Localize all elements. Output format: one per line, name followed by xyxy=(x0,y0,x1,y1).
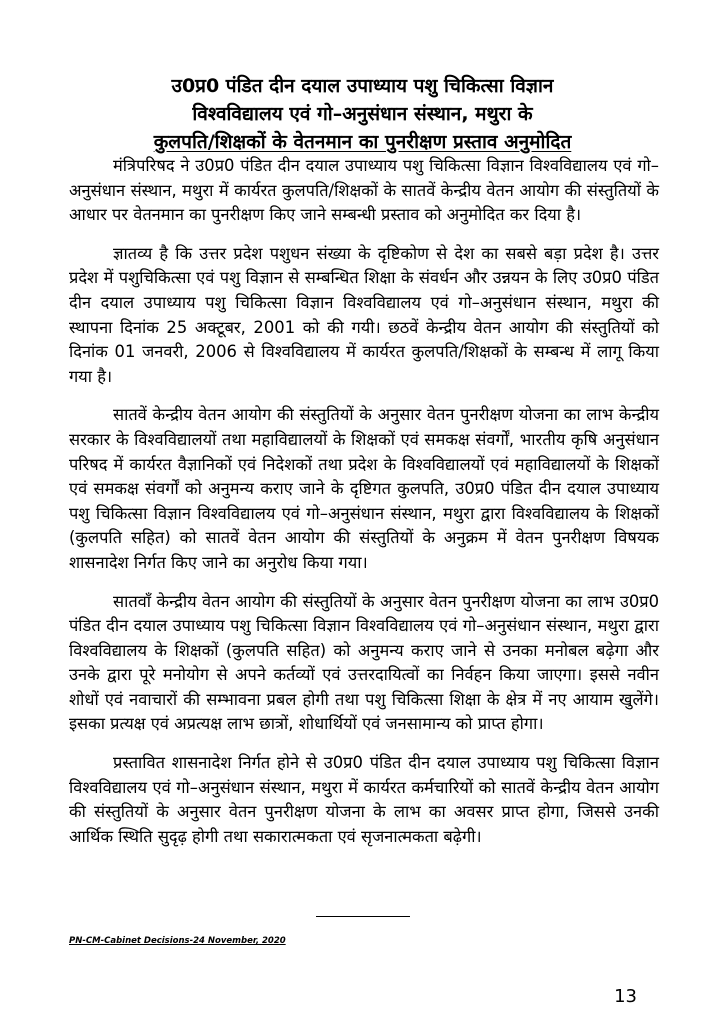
title-line-1: उ0प्र0 पंडित दीन दयाल उपाध्याय पशु चिकित्सा विज्ञान xyxy=(171,75,554,97)
title-line-2: विश्वविद्यालय एवं गो–अनुसंधान संस्थान, मथुरा के xyxy=(192,103,533,125)
paragraph-1: मंत्रिपरिषद ने उ0प्र0 पंडित दीन दयाल उपाध्याय पशु चिकित्सा विज्ञान विश्वविद्यालय एवं गो–अनुसंधान संस्थान, मथुरा में कार्यरत कुलपति/शिक्षकों के सातवें केन्द्रीय वेतन आयोग की संस्तुतियों के आधार पर वेतनमान का पुनरीक्षण किए जाने सम्बन्धी प्रस्ताव को अनुमोदित कर दिया है। xyxy=(69,156,659,225)
page-number: 13 xyxy=(614,986,637,1007)
paragraph-2: ज्ञातव्य है कि उत्तर प्रदेश पशुधन संख्या के दृष्टिकोण से देश का सबसे बड़ा प्रदेश है। उत्तर प्रदेश में पशुचिकित्सा एवं पशु विज्ञान से सम्बन्धित शिक्षा के संवर्धन और उन्नयन के लिए उ0प्र0 पंडित दीन दयाल उपाध्याय पशु चिकित्सा विज्ञान विश्वविद्यालय एवं गो–अनुसंधान संस्थान, मथुरा की स्थापना दिनांक 25 अक्टूबर, 2001 को की गयी। छठवें केन्द्रीय वेतन आयोग की संस्तुतियों को दिनांक 01 जनवरी, 2006 से विश्वविद्यालय में कार्यरत कुलपति/शिक्षकों के सम्बन्ध में लागू किया गया है। xyxy=(69,243,659,386)
paragraph-4: सातवाँ केन्द्रीय वेतन आयोग की संस्तुतियों के अनुसार वेतन पुनरीक्षण योजना का लाभ उ0प्र0 पंडित दीन दयाल उपाध्याय पशु चिकित्सा विज्ञान विश्वविद्यालय एवं गो–अनुसंधान संस्थान, मथुरा द्वारा विश्वविद्यालय के शिक्षकों (कुलपति सहित) को अनुमन्य कराए जाने से उनका मनोबल बढ़ेगा और उनके द्वारा पूरे मनोयोग से अपने कर्तव्यों एवं उत्तरदायित्वों का निर्वहन किया जाएगा। इससे नवीन शोधों एवं नवाचारों की सम्भावना प्रबल होगी तथा पशु चिकित्सा शिक्षा के क्षेत्र में नए आयाम खुलेंगे। इसका प्रत्यक्ष एवं अप्रत्यक्ष लाभ छात्रों, शोधार्थियों एवं जनसामान्य को प्राप्त होगा। xyxy=(69,591,659,734)
footer-reference: PN-CM-Cabinet Decisions-24 November, 2020 xyxy=(69,936,286,946)
paragraph-3: सातवें केन्द्रीय वेतन आयोग की संस्तुतियों के अनुसार वेतन पुनरीक्षण योजना का लाभ केन्द्रीय सरकार के विश्वविद्यालयों तथा महाविद्यालयों के शिक्षकों एवं समकक्ष संवर्गों, भारतीय कृषि अनुसंधान परिषद में कार्यरत वैज्ञानिकों एवं निदेशकों तथा प्रदेश के विश्वविद्यालयों एवं महाविद्यालयों के शिक्षकों एवं समकक्ष संवर्गों को अनुमन्य कराए जाने के दृष्टिगत कुलपति, उ0प्र0 पंडित दीन दयाल उपाध्याय पशु चिकित्सा विज्ञान विश्वविद्यालय एवं गो–अनुसंधान संस्थान, मथुरा द्वारा विश्वविद्यालय के शिक्षकों (कुलपति सहित) को सातवें वेतन आयोग की संस्तुतियों के अनुक्रम में वेतन पुनरीक्षण विषयक शासनादेश निर्गत किए जाने का अनुरोध किया गया। xyxy=(69,405,659,572)
title-line-3: कुलपति/शिक्षकों के वेतनमान का पुनरीक्षण प्रस्ताव अनुमोदित xyxy=(153,131,572,153)
paragraph-5: प्रस्तावित शासनादेश निर्गत होने से उ0प्र0 पंडित दीन दयाल उपाध्याय पशु चिकित्सा विज्ञान विश्वविद्यालय एवं गो–अनुसंधान संस्थान, मथुरा में कार्यरत कर्मचारियों को सातवें केन्द्रीय वेतन आयोग की संस्तुतियों के अनुसार वेतन पुनरीक्षण योजना के लाभ का अवसर प्राप्त होगा, जिससे उनकी आर्थिक स्थिति सुदृढ़ होगी तथा सकारात्मकता एवं सृजनात्मकता बढ़ेगी। xyxy=(69,753,659,846)
document-body xyxy=(69,154,659,863)
page-title xyxy=(60,72,665,156)
end-divider xyxy=(316,916,410,917)
